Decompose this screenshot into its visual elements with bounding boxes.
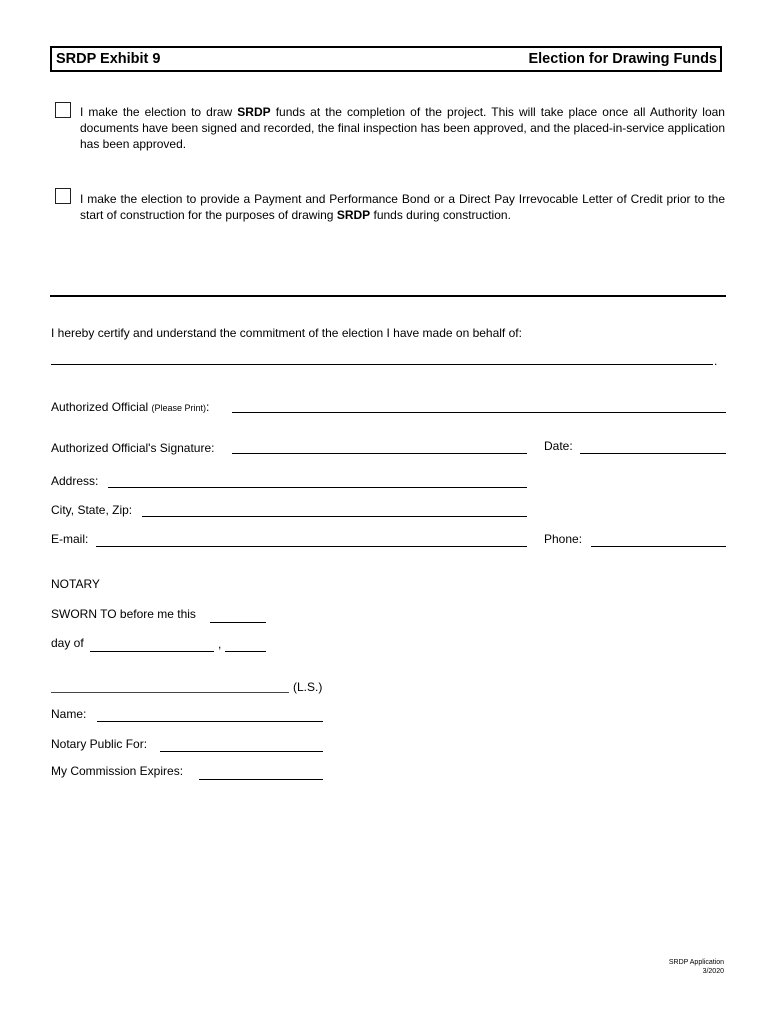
- notary-signature-field[interactable]: [51, 692, 289, 693]
- city-label: City, State, Zip:: [51, 503, 133, 517]
- ls-label: (L.S.): [293, 680, 323, 694]
- notary-public-for-label: Notary Public For:: [51, 737, 148, 751]
- election-2-pre: I make the election to provide a Payment and Performance Bond or a Direct Pay Irrevocable Letter of Credit prior to the start of construction for the purposes of drawing: [80, 192, 725, 222]
- address-field[interactable]: [108, 487, 527, 488]
- authorized-official-colon: :: [206, 400, 210, 414]
- election-2-text: [80, 191, 725, 223]
- election-2-checkbox[interactable]: [55, 188, 71, 204]
- footer-app-name: SRDP Application: [668, 959, 724, 966]
- election-1-text: [80, 104, 725, 152]
- section-divider: [50, 295, 726, 297]
- exhibit-header: [50, 46, 722, 72]
- phone-label: Phone:: [544, 532, 583, 546]
- notary-heading: NOTARY: [51, 577, 100, 591]
- certify-text: I hereby certify and understand the commitment of the election I have made on behalf of:: [51, 326, 522, 340]
- sworn-label: SWORN TO before me this: [51, 607, 196, 621]
- email-field[interactable]: [96, 546, 527, 547]
- notary-name-label: Name:: [51, 707, 87, 721]
- day-of-comma: ,: [218, 637, 222, 651]
- signature-field[interactable]: [232, 453, 527, 454]
- authorized-official-field[interactable]: [232, 412, 726, 413]
- election-2-post: funds during construction.: [370, 208, 511, 222]
- email-label: E-mail:: [51, 532, 89, 546]
- on-behalf-of-field[interactable]: [51, 364, 713, 365]
- on-behalf-of-period: .: [714, 354, 718, 368]
- sworn-day-field[interactable]: [210, 622, 266, 623]
- election-2-bold: SRDP: [336, 208, 371, 222]
- exhibit-subject: Election for Drawing Funds: [528, 51, 717, 67]
- notary-name-field[interactable]: [97, 721, 323, 722]
- date-label: Date:: [544, 439, 573, 453]
- exhibit-title: SRDP Exhibit 9: [56, 51, 161, 67]
- phone-field[interactable]: [591, 546, 726, 547]
- election-1-bold: SRDP: [237, 105, 271, 119]
- notary-public-for-field[interactable]: [160, 751, 323, 752]
- authorized-official-label: [51, 400, 209, 415]
- month-field[interactable]: [90, 651, 214, 652]
- page-footer: [669, 958, 724, 976]
- commission-label: My Commission Expires:: [51, 764, 184, 778]
- city-field[interactable]: [142, 516, 527, 517]
- year-field[interactable]: [225, 651, 266, 652]
- day-of-label: day of: [51, 636, 84, 650]
- election-1-post: funds at the completion of the project. This will take place once all Authority loan documents have been signed and recorded, the final inspection has been approved, and the placed-in-service application has been approved.: [80, 105, 725, 151]
- please-print-note: (Please Print): [151, 403, 207, 413]
- address-label: Address:: [51, 474, 99, 488]
- date-field[interactable]: [580, 453, 726, 454]
- election-1-checkbox[interactable]: [55, 102, 71, 118]
- footer-date: 3/2020: [702, 968, 724, 975]
- signature-label: Authorized Official's Signature:: [51, 441, 215, 455]
- election-1-pre: I make the election to draw: [80, 105, 238, 119]
- commission-field[interactable]: [199, 779, 323, 780]
- authorized-official-text: Authorized Official: [51, 400, 149, 414]
